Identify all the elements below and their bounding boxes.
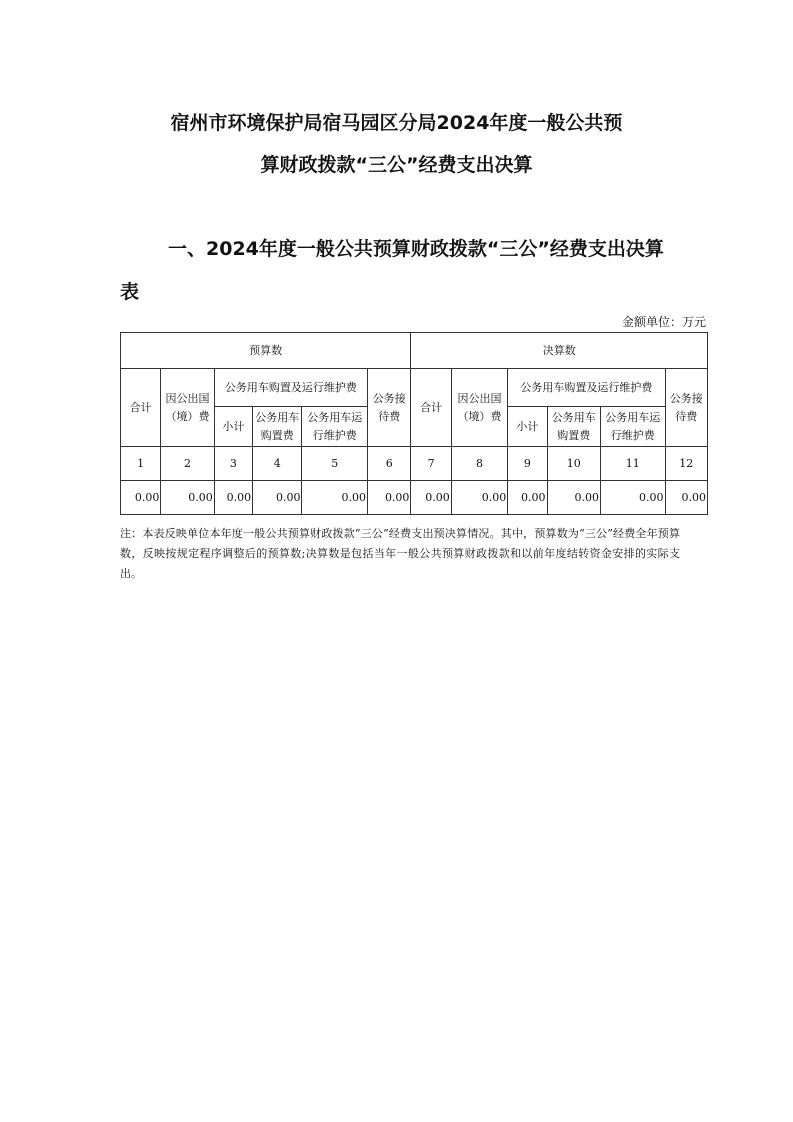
unit-label: 金额单位：万元 bbox=[621, 315, 706, 329]
column-number: 11 bbox=[600, 447, 665, 481]
final-vehicle-header: 公务用车购置及运行维护费 bbox=[508, 369, 665, 407]
final-abroad-header: 因公出国（境）费 bbox=[451, 369, 507, 447]
final-reception-header: 公务接待费 bbox=[665, 369, 707, 447]
value-cell: 0.00 bbox=[368, 481, 411, 515]
section-heading-text: 一、2024年度一般公共预算财政拨款“三公”经费支出决算表 bbox=[120, 238, 664, 303]
budget-vehicle-header: 公务用车购置及运行维护费 bbox=[214, 369, 367, 407]
budget-subtotal-header: 小计 bbox=[214, 407, 252, 447]
section-heading bbox=[120, 228, 680, 314]
value-cell: 0.00 bbox=[302, 481, 368, 515]
column-number: 8 bbox=[451, 447, 507, 481]
value-cell: 0.00 bbox=[508, 481, 547, 515]
budget-vehicle-operation-header: 公务用车运行维护费 bbox=[302, 407, 368, 447]
column-number: 7 bbox=[411, 447, 451, 481]
column-number: 6 bbox=[368, 447, 411, 481]
budget-abroad-header: 因公出国（境）费 bbox=[161, 369, 214, 447]
column-number: 9 bbox=[508, 447, 547, 481]
value-cell: 0.00 bbox=[253, 481, 302, 515]
column-number: 3 bbox=[214, 447, 252, 481]
budget-total-header: 合计 bbox=[121, 369, 161, 447]
column-number: 1 bbox=[121, 447, 161, 481]
value-cell: 0.00 bbox=[547, 481, 600, 515]
value-cell: 0.00 bbox=[600, 481, 665, 515]
final-vehicle-operation-header: 公务用车运行维护费 bbox=[600, 407, 665, 447]
value-cell: 0.00 bbox=[214, 481, 252, 515]
value-cell: 0.00 bbox=[665, 481, 707, 515]
column-number: 12 bbox=[665, 447, 707, 481]
value-row bbox=[121, 481, 708, 515]
final-header: 决算数 bbox=[411, 333, 708, 369]
budget-reception-header: 公务接待费 bbox=[368, 369, 411, 447]
value-cell: 0.00 bbox=[411, 481, 451, 515]
value-cell: 0.00 bbox=[451, 481, 507, 515]
document-title-line-1: 宿州市环境保护局宿马园区分局2024年度一般公共预 bbox=[170, 112, 623, 134]
final-total-header: 合计 bbox=[411, 369, 451, 447]
column-number-row bbox=[121, 447, 708, 481]
column-number: 10 bbox=[547, 447, 600, 481]
table-note: 注：本表反映单位本年度一般公共预算财政拨款“三公”经费支出预决算情况。其中，预算数为“三公”经费全年预算数，反映按规定程序调整后的预算数;决算数是包括当年一般公共预算财政拨款和以前年度结转资金安排的实际支出。 bbox=[120, 527, 680, 580]
budget-vehicle-purchase-header: 公务用车购置费 bbox=[253, 407, 302, 447]
column-number: 4 bbox=[253, 447, 302, 481]
budget-header: 预算数 bbox=[121, 333, 411, 369]
document-title-line-2: 算财政拨款“三公”经费支出决算 bbox=[260, 154, 533, 176]
column-number: 5 bbox=[302, 447, 368, 481]
value-cell: 0.00 bbox=[161, 481, 214, 515]
final-vehicle-purchase-header: 公务用车购置费 bbox=[547, 407, 600, 447]
final-subtotal-header: 小计 bbox=[508, 407, 547, 447]
value-cell: 0.00 bbox=[121, 481, 161, 515]
column-number: 2 bbox=[161, 447, 214, 481]
three-expenses-table bbox=[120, 332, 708, 515]
